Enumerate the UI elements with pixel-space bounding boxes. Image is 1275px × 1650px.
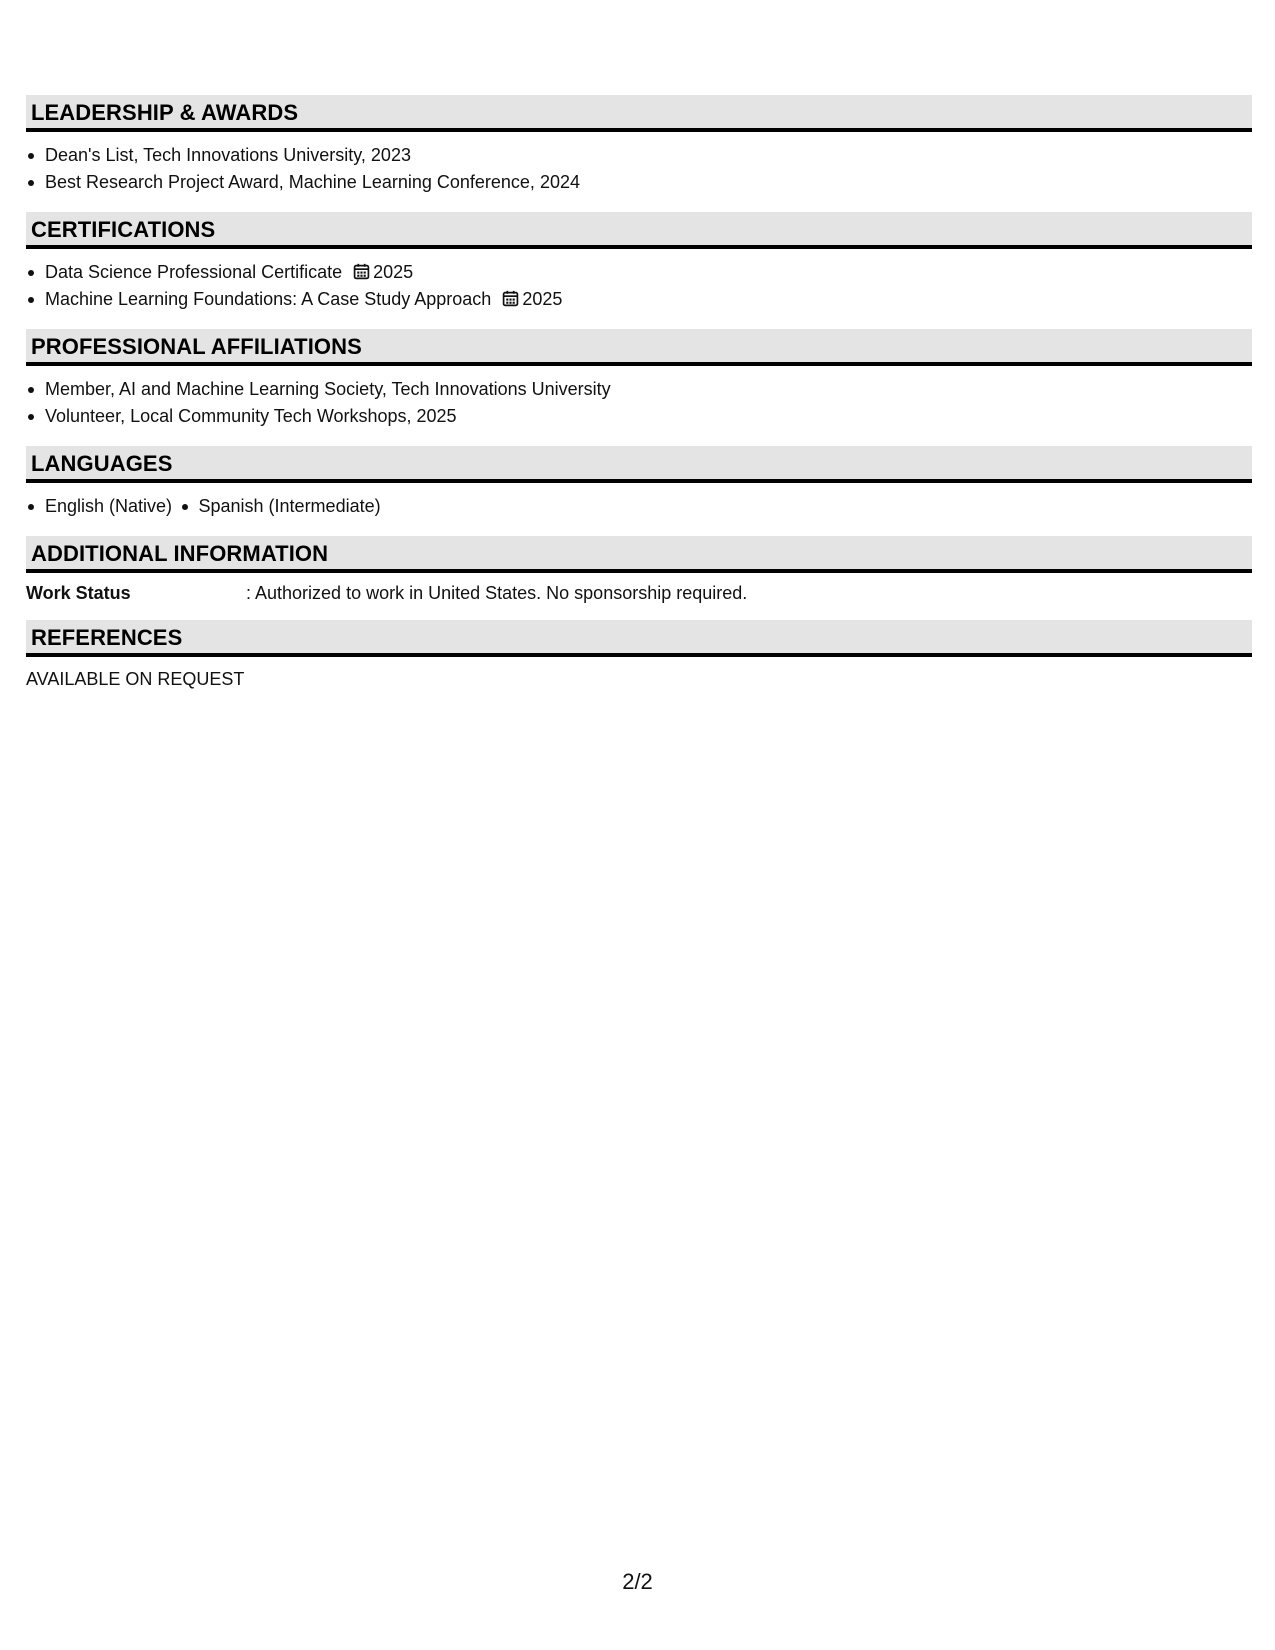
list-item: English (Native) (45, 493, 172, 520)
certifications-section (26, 212, 1252, 313)
resume-page (26, 95, 1252, 706)
certificate-name: Machine Learning Foundations: A Case Study Approach (45, 289, 492, 309)
section-heading: ADDITIONAL INFORMATION (26, 536, 1252, 573)
leadership-section (26, 95, 1252, 196)
page-number: 2/2 (622, 1569, 653, 1594)
languages-section (26, 446, 1252, 520)
section-heading: REFERENCES (26, 620, 1252, 657)
list-item (45, 286, 1252, 313)
languages-list (26, 493, 1252, 520)
list-item (45, 259, 1252, 286)
section-heading: PROFESSIONAL AFFILIATIONS (26, 329, 1252, 366)
certifications-list (26, 259, 1252, 313)
list-item: Member, AI and Machine Learning Society, Tech Innovations University (45, 376, 1252, 403)
leadership-list (26, 142, 1252, 196)
additional-info-section (26, 536, 1252, 604)
affiliations-section (26, 329, 1252, 430)
list-item: Best Research Project Award, Machine Learning Conference, 2024 (45, 169, 1252, 196)
references-text: AVAILABLE ON REQUEST (26, 669, 245, 689)
list-item: Spanish (Intermediate) (199, 493, 381, 520)
certificate-name: Data Science Professional Certificate (45, 262, 343, 282)
calendar-icon (502, 290, 519, 307)
section-heading: LANGUAGES (26, 446, 1252, 483)
work-status-label: Work Status (26, 583, 131, 603)
work-status-row (26, 583, 1252, 604)
references-section (26, 620, 1252, 690)
certificate-year: 2025 (373, 262, 414, 282)
section-heading: LEADERSHIP & AWARDS (26, 95, 1252, 132)
certificate-year: 2025 (522, 289, 563, 309)
calendar-icon (353, 263, 370, 280)
section-heading: CERTIFICATIONS (26, 212, 1252, 249)
list-item: Dean's List, Tech Innovations University, 2023 (45, 142, 1252, 169)
affiliations-list (26, 376, 1252, 430)
list-item: Volunteer, Local Community Tech Workshops, 2025 (45, 403, 1252, 430)
work-status-value: : Authorized to work in United States. No sponsorship required. (246, 583, 748, 603)
